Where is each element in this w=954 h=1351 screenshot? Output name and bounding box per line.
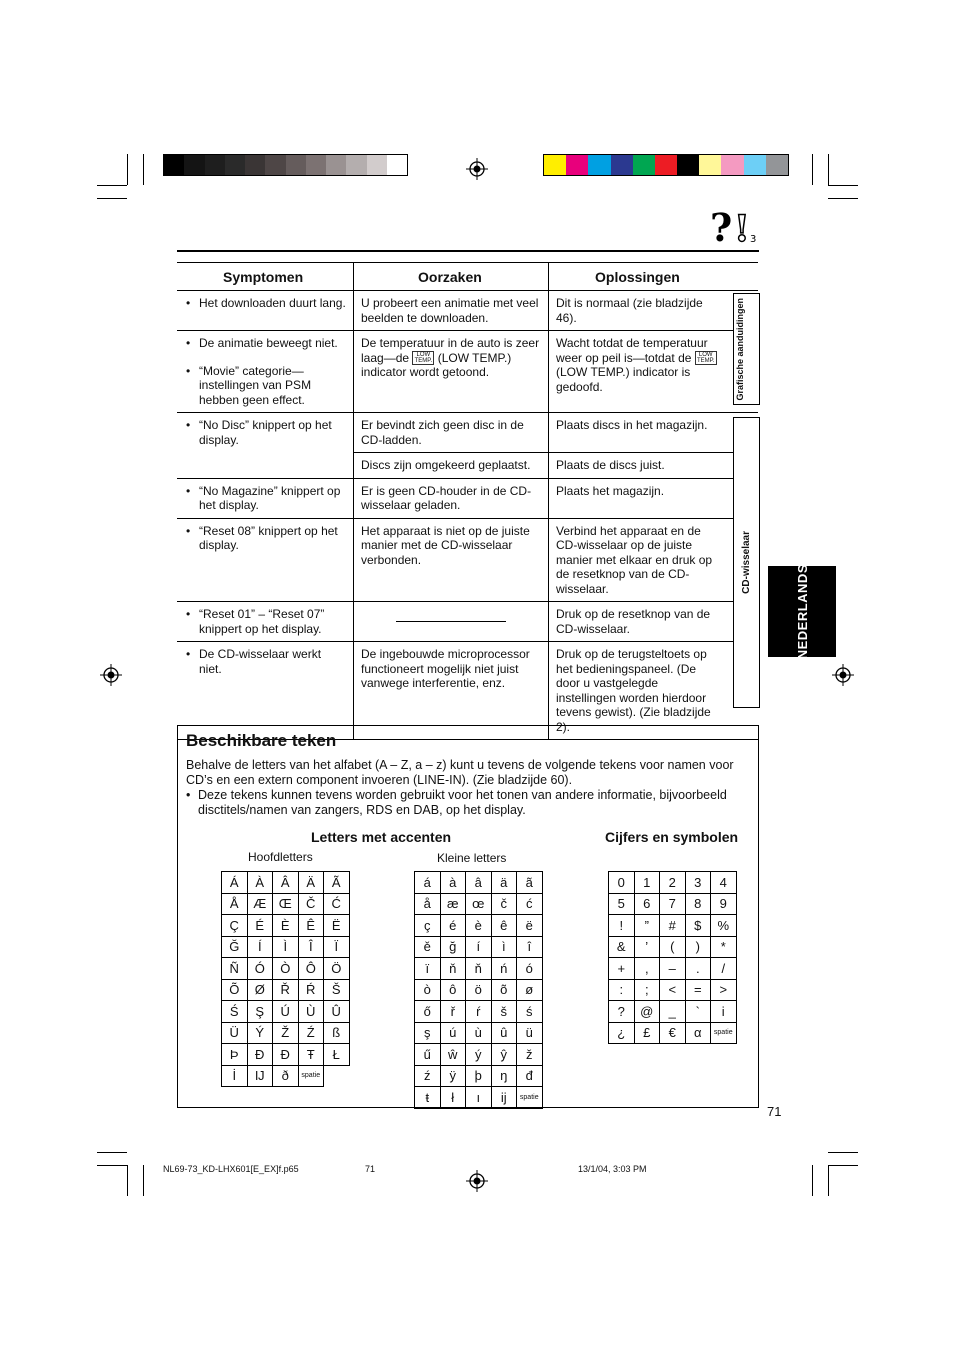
char-row — [222, 1022, 350, 1044]
cause-text: Het apparaat is niet op de juiste manier met de CD-wisselaar verbonden. — [354, 518, 549, 602]
gray-swatch — [387, 155, 407, 175]
char-cell: ň — [466, 958, 492, 980]
char-cell: ) — [685, 936, 711, 958]
char-cell: ’ — [634, 936, 660, 958]
solution-text: Plaats het magazijn. — [549, 478, 759, 518]
char-cell: ğ — [440, 936, 466, 958]
char-row — [222, 936, 350, 958]
char-cell: % — [711, 915, 737, 937]
char-cell: ì — [491, 936, 517, 958]
color-swatch — [766, 155, 788, 175]
char-cell: Ź — [298, 1022, 324, 1044]
char-cell: Ł — [324, 1044, 350, 1066]
gray-swatch — [286, 155, 306, 175]
crop-mark — [97, 198, 127, 199]
registration-mark-icon — [466, 1170, 488, 1192]
char-cell: @ — [634, 1001, 660, 1023]
char-cell: ŷ — [491, 1044, 517, 1066]
symptom-text: Het downloaden duurt lang. — [199, 296, 346, 310]
char-cell: Í — [247, 936, 273, 958]
char-cell: spatie — [298, 1065, 324, 1087]
symptom-text: “No Magazine” knippert op het display. — [199, 483, 341, 512]
crop-mark — [97, 185, 127, 186]
gray-swatch — [265, 155, 285, 175]
gray-swatch — [225, 155, 245, 175]
char-cell: 7 — [660, 893, 686, 915]
char-cell: ! — [609, 915, 635, 937]
char-cell: Ù — [298, 1001, 324, 1023]
char-cell: í — [466, 936, 492, 958]
char-cell: # — [660, 915, 686, 937]
crop-mark — [127, 154, 128, 185]
uppercase-table — [221, 871, 350, 1087]
char-cell: Ŧ — [298, 1044, 324, 1066]
color-swatch — [677, 155, 699, 175]
cause-cell: De temperatuur in de auto is zeer laag—de LOW TEMP. (LOW TEMP.) indicator wordt getoond. — [354, 331, 549, 413]
side-tab-graphics: Grafische aanduidingen — [733, 293, 760, 405]
char-row — [415, 1022, 543, 1044]
symbols-table — [608, 871, 737, 1044]
char-row — [222, 958, 350, 980]
char-cell: é — [440, 915, 466, 937]
char-cell: 6 — [634, 893, 660, 915]
char-row — [222, 1044, 350, 1066]
char-cell: ß — [324, 1022, 350, 1044]
char-row — [609, 979, 737, 1001]
char-cell: ň — [440, 958, 466, 980]
cause-text: Discs zijn omgekeerd geplaatst. — [354, 453, 549, 479]
table-row: • “Reset 08” knippert op het display. Het apparaat is niet op de juiste manier met de CD-wisselaar verbonden. Verbind het apparaat en de CD-wisselaar op de juiste manier met elkaar en druk op de resetknop van de CD-wisselaar. — [177, 518, 758, 602]
uppercase-label: Hoofdletters — [248, 850, 313, 864]
table-row: • “No Magazine” knippert op het display. Er is geen CD-houder in de CD-wisselaar geladen. Plaats het magazijn. — [177, 478, 758, 518]
char-cell: ó — [517, 958, 543, 980]
table-row: • “Reset 01” – “Reset 07” knippert op het display. Druk op de resetknop van de CD-wisselaar. — [177, 602, 758, 642]
char-cell: Ê — [298, 915, 324, 937]
char-cell: ş — [415, 1022, 441, 1044]
solution-text: Plaats discs in het magazijn. — [549, 413, 759, 453]
char-cell: ¿ — [609, 1022, 635, 1044]
char-cell: Ä — [298, 872, 324, 894]
char-cell: Đ — [247, 1044, 273, 1066]
char-cell: É — [247, 915, 273, 937]
color-swatch — [655, 155, 677, 175]
char-row — [222, 979, 350, 1001]
crop-mark — [828, 154, 829, 185]
symptom-text: “Reset 08” knippert op het display. — [199, 523, 338, 552]
char-cell: , — [634, 958, 660, 980]
char-cell: & — [609, 936, 635, 958]
crop-mark — [143, 154, 144, 185]
crop-mark — [828, 1165, 858, 1166]
char-cell: Õ — [222, 979, 248, 1001]
char-cell: ĳ — [491, 1087, 517, 1109]
char-cell: â — [466, 872, 492, 894]
char-cell: ŋ — [491, 1065, 517, 1087]
cause-text: U probeert een animatie met veel beelden te downloaden. — [354, 291, 549, 331]
char-cell: á — [415, 872, 441, 894]
grayscale-bar — [163, 154, 408, 176]
char-cell: Ø — [247, 979, 273, 1001]
crop-mark — [828, 1152, 858, 1153]
solution-cell: Wacht totdat de temperatuur weer op peil is—totdat de LOW TEMP. (LOW TEMP.) indicator is gedoofd. — [549, 331, 759, 413]
char-cell: Ć — [324, 893, 350, 915]
empty-cause-dash — [396, 621, 506, 622]
char-cell: ć — [517, 893, 543, 915]
char-row — [415, 1001, 543, 1023]
char-cell: Œ — [273, 893, 299, 915]
char-row — [415, 1044, 543, 1066]
char-cell: ú — [440, 1022, 466, 1044]
char-cell: ě — [415, 936, 441, 958]
char-cell: ń — [491, 958, 517, 980]
column-header-symptoms: Symptomen — [177, 263, 354, 291]
char-row — [609, 893, 737, 915]
char-cell: ê — [491, 915, 517, 937]
char-cell: / — [711, 958, 737, 980]
char-cell: > — [711, 979, 737, 1001]
color-swatch — [744, 155, 766, 175]
char-cell: ð — [273, 1065, 299, 1087]
solution-text: Druk op de resetknop van de CD-wisselaar. — [549, 602, 759, 642]
char-cell: € — [660, 1022, 686, 1044]
char-cell: Ü — [222, 1022, 248, 1044]
gray-swatch — [326, 155, 346, 175]
solution-text: Druk op de terugsteltoets op het bedieningspaneel. (De door u vastgelegde instellingen worden hierdoor tevens gewist). (Zie bladzijde 2). — [549, 642, 759, 740]
char-cell: Û — [324, 1001, 350, 1023]
solution-text: Dit is normaal (zie bladzijde 46). — [549, 291, 759, 331]
char-cell: _ — [660, 1001, 686, 1023]
char-cell: ` — [685, 1001, 711, 1023]
color-swatch — [721, 155, 743, 175]
crop-mark — [97, 1152, 127, 1153]
char-row — [609, 958, 737, 980]
char-cell: $ — [685, 915, 711, 937]
char-cell: Ŕ — [298, 979, 324, 1001]
color-swatch — [611, 155, 633, 175]
char-cell: ł — [440, 1087, 466, 1109]
gray-swatch — [306, 155, 326, 175]
char-cell: £ — [634, 1022, 660, 1044]
gray-swatch — [245, 155, 265, 175]
char-cell: Š — [324, 979, 350, 1001]
char-cell: Ô — [298, 958, 324, 980]
symptom-text: De animatie beweegt niet. — [199, 336, 338, 350]
char-cell: ŕ — [466, 1001, 492, 1023]
char-cell: spatie — [711, 1022, 737, 1044]
char-row — [609, 1022, 737, 1044]
table-row: • De animatie beweegt niet. De temperatuur in de auto is zeer laag—de LOW TEMP. (LOW TEMP.) indicator wordt getoond. Wacht totdat de temperatuur weer op peil is—totdat de LOW TEMP. (LOW TEMP.) indicator is gedoofd. — [177, 331, 758, 359]
char-cell: ś — [517, 1001, 543, 1023]
char-cell: Ğ — [222, 936, 248, 958]
svg-text:3: 3 — [750, 234, 757, 244]
char-cell: 2 — [660, 872, 686, 894]
char-cell: ü — [517, 1022, 543, 1044]
char-cell: Ò — [273, 958, 299, 980]
gray-swatch — [205, 155, 225, 175]
symptom-text: De CD-wisselaar werkt niet. — [199, 647, 322, 676]
char-cell: š — [491, 1001, 517, 1023]
registration-mark-icon — [466, 158, 488, 180]
svg-text:!: ! — [734, 208, 750, 244]
table-row: • De CD-wisselaar werkt niet. De ingebouwde microprocessor functioneert mogelijk niet juist vanwege interferentie, enz. Druk op de terugsteltoets op het bedieningspaneel. (De door u vastgelegde instellingen worden hierdoor tevens gewist). (Zie bladzijde 2). — [177, 642, 758, 740]
char-cell: ö — [466, 979, 492, 1001]
crop-mark — [97, 1165, 127, 1166]
char-cell: – — [660, 958, 686, 980]
char-cell: Â — [273, 872, 299, 894]
char-cell: ř — [440, 1001, 466, 1023]
char-row — [609, 1001, 737, 1023]
registration-mark-icon — [100, 664, 122, 686]
char-cell: Ï — [324, 936, 350, 958]
char-cell: < — [660, 979, 686, 1001]
char-cell: ı — [466, 1087, 492, 1109]
char-cell: ( — [660, 936, 686, 958]
char-cell: Ç — [222, 915, 248, 937]
char-cell: þ — [466, 1065, 492, 1087]
color-swatch — [544, 155, 566, 175]
char-row — [609, 915, 737, 937]
crop-mark — [812, 154, 813, 185]
char-cell: 4 — [711, 872, 737, 894]
registration-mark-icon — [832, 664, 854, 686]
char-cell: 3 — [685, 872, 711, 894]
cause-text: Er is geen CD-houder in de CD-wisselaar geladen. — [354, 478, 549, 518]
color-bar — [543, 154, 789, 176]
solution-text: Verbind het apparaat en de CD-wisselaar op de juiste manier met elkaar en druk op de resetknop van de CD-wisselaar. — [549, 518, 759, 602]
char-cell: Ã — [324, 872, 350, 894]
cause-text: De ingebouwde microprocessor functioneert mogelijk niet juist vanwege interferentie, enz. — [354, 642, 549, 740]
crop-mark — [812, 1165, 813, 1196]
char-cell: Ş — [247, 1001, 273, 1023]
symptom-text: “No Disc” knippert op het display. — [199, 418, 332, 447]
char-cell: ë — [517, 915, 543, 937]
char-cell: à — [440, 872, 466, 894]
char-cell: Ë — [324, 915, 350, 937]
char-cell: č — [491, 893, 517, 915]
column-header-causes: Oorzaken — [354, 263, 549, 291]
header-rule — [177, 250, 759, 252]
char-cell: = — [685, 979, 711, 1001]
char-cell: Æ — [247, 893, 273, 915]
footer-date: 13/1/04, 3:03 PM — [578, 1164, 647, 1174]
crop-mark — [143, 1165, 144, 1196]
color-swatch — [588, 155, 610, 175]
color-swatch — [699, 155, 721, 175]
char-row — [222, 1065, 350, 1087]
char-cell: ç — [415, 915, 441, 937]
char-cell: ź — [415, 1065, 441, 1087]
char-cell: spatie — [517, 1087, 543, 1109]
char-row — [415, 936, 543, 958]
char-row — [609, 872, 737, 894]
side-tab-cd-changer: CD-wisselaar — [733, 417, 760, 708]
char-cell: Ś — [222, 1001, 248, 1023]
symbol-heading: Cijfers en symbolen — [605, 829, 739, 845]
char-cell: õ — [491, 979, 517, 1001]
char-cell: Ñ — [222, 958, 248, 980]
char-cell: α — [685, 1022, 711, 1044]
char-cell: ŵ — [440, 1044, 466, 1066]
table-row: • Het downloaden duurt lang. U probeert een animatie met veel beelden te downloaden. Dit is normaal (zie bladzijde 46). — [177, 291, 758, 331]
char-cell: ø — [517, 979, 543, 1001]
color-swatch — [633, 155, 655, 175]
char-cell: 8 — [685, 893, 711, 915]
char-cell: ű — [415, 1044, 441, 1066]
char-cell: å — [415, 893, 441, 915]
char-row — [415, 1065, 543, 1087]
question-exclamation-icon — [710, 208, 760, 244]
crop-mark — [828, 198, 858, 199]
char-cell: æ — [440, 893, 466, 915]
char-cell: ï — [415, 958, 441, 980]
char-cell: 1 — [634, 872, 660, 894]
table-header-row — [177, 263, 758, 291]
char-row — [222, 1001, 350, 1023]
char-cell: Ž — [273, 1022, 299, 1044]
lowercase-table — [414, 871, 543, 1109]
char-cell: î — [517, 936, 543, 958]
char-cell: Þ — [222, 1044, 248, 1066]
char-row — [222, 915, 350, 937]
gray-swatch — [367, 155, 387, 175]
char-cell: œ — [466, 893, 492, 915]
char-cell: 9 — [711, 893, 737, 915]
char-cell: À — [247, 872, 273, 894]
char-cell: Ĳ — [247, 1065, 273, 1087]
color-swatch — [566, 155, 588, 175]
char-cell: Ý — [247, 1022, 273, 1044]
char-cell: ŧ — [415, 1087, 441, 1109]
char-cell: ” — [634, 915, 660, 937]
char-cell: ò — [415, 979, 441, 1001]
char-cell: : — [609, 979, 635, 1001]
crop-mark — [127, 1165, 128, 1196]
char-row — [415, 893, 543, 915]
table-row: • “Movie” categorie—instellingen van PSM hebben geen effect. — [177, 359, 758, 413]
troubleshooting-table — [177, 262, 758, 740]
section-title: Beschikbare teken — [186, 731, 337, 750]
char-cell: Č — [298, 893, 324, 915]
char-cell: + — [609, 958, 635, 980]
cause-text: Er bevindt zich geen disc in de CD-ladden. — [354, 413, 549, 453]
char-cell: ; — [634, 979, 660, 1001]
char-cell: Å — [222, 893, 248, 915]
char-row — [415, 1087, 543, 1109]
svg-text:?: ? — [710, 208, 733, 244]
char-cell: ô — [440, 979, 466, 1001]
char-cell: ? — [609, 1001, 635, 1023]
char-row — [222, 893, 350, 915]
char-cell: 0 — [609, 872, 635, 894]
char-cell: ő — [415, 1001, 441, 1023]
char-cell: ÿ — [440, 1065, 466, 1087]
char-cell: i — [711, 1001, 737, 1023]
char-cell: Ð — [273, 1044, 299, 1066]
char-cell: Ó — [247, 958, 273, 980]
symptom-text: “Movie” categorie—instellingen van PSM hebben geen effect. — [199, 363, 312, 407]
low-temp-indicator-icon: LOW TEMP. — [412, 351, 434, 365]
char-cell: Ì — [273, 936, 299, 958]
char-cell: è — [466, 915, 492, 937]
symptom-text: “Reset 01” – “Reset 07” knippert op het display. — [199, 607, 325, 636]
gray-swatch — [184, 155, 204, 175]
char-cell: û — [491, 1022, 517, 1044]
accent-heading: Letters met accenten — [311, 829, 452, 845]
page-number: 71 — [767, 1104, 782, 1119]
char-row — [415, 915, 543, 937]
bullet-paragraph: • Deze tekens kunnen tevens worden gebruikt voor het tonen van andere informatie, bijvoorbeeld disctitels/namen van zangers, RDS en DAB, op het display. — [186, 788, 727, 817]
char-cell: ž — [517, 1044, 543, 1066]
char-cell: È — [273, 915, 299, 937]
table-row: • “No Disc” knippert op het display. Er bevindt zich geen disc in de CD-ladden. Plaats discs in het magazijn. — [177, 413, 758, 453]
gray-swatch — [346, 155, 366, 175]
column-header-solutions: Oplossingen — [549, 263, 759, 291]
gray-swatch — [164, 155, 184, 175]
footer-page: 71 — [365, 1164, 376, 1174]
low-temp-indicator-icon: LOW TEMP. — [695, 351, 717, 365]
char-cell: ý — [466, 1044, 492, 1066]
crop-mark — [828, 185, 858, 186]
char-cell: 5 — [609, 893, 635, 915]
char-row — [222, 872, 350, 894]
char-row — [415, 958, 543, 980]
char-row — [609, 936, 737, 958]
char-cell: đ — [517, 1065, 543, 1087]
footer-file: NL69-73_KD-LHX601[E_EX]f.p65 — [163, 1164, 299, 1174]
char-cell: İ — [222, 1065, 248, 1087]
crop-mark — [828, 1165, 829, 1196]
char-cell: Ř — [273, 979, 299, 1001]
intro-paragraph: Behalve de letters van het alfabet (A – Z, a – z) kunt u tevens de volgende tekens voor namen voor CD’s en een extern component invoeren (LINE-IN). (Zie bladzijde 60). — [186, 758, 734, 787]
char-row — [415, 979, 543, 1001]
char-cell: ã — [517, 872, 543, 894]
section-tab-nederlands: NEDERLANDS — [768, 566, 836, 657]
char-cell: Á — [222, 872, 248, 894]
char-row — [415, 872, 543, 894]
lowercase-label: Kleine letters — [437, 851, 507, 865]
char-cell: Ú — [273, 1001, 299, 1023]
char-cell: . — [685, 958, 711, 980]
solution-text: Plaats de discs juist. — [549, 453, 759, 479]
char-cell: Ö — [324, 958, 350, 980]
char-cell: ä — [491, 872, 517, 894]
char-cell: * — [711, 936, 737, 958]
char-cell: ù — [466, 1022, 492, 1044]
cause-cell — [354, 602, 549, 642]
char-cell: Î — [298, 936, 324, 958]
